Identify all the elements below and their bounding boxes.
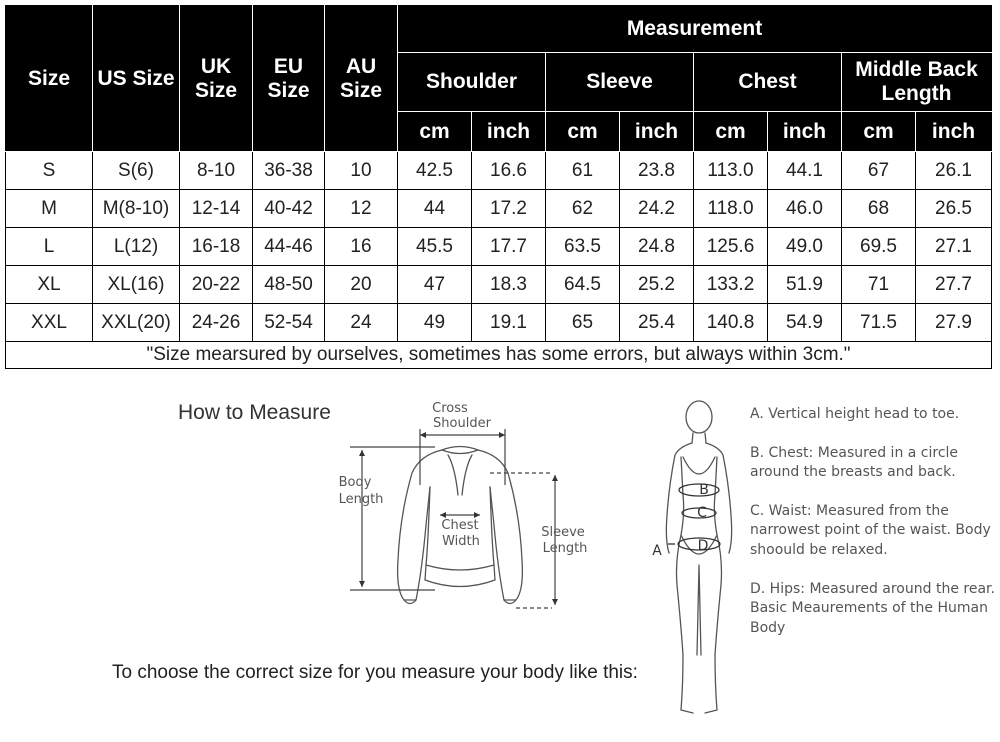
table-cell: XXL [6, 304, 93, 342]
table-row [6, 190, 992, 228]
table-cell: 49 [398, 304, 472, 342]
table-cell: XL [6, 266, 93, 304]
unit-inch: inch [472, 112, 546, 152]
unit-cm: cm [398, 112, 472, 152]
table-cell: 140.8 [694, 304, 768, 342]
body-diagram [645, 395, 750, 725]
table-cell: 16-18 [180, 228, 253, 266]
unit-cm: cm [546, 112, 620, 152]
unit-cm: cm [842, 112, 916, 152]
chest-width-label-2: Width [442, 534, 480, 549]
table-cell: S(6) [93, 152, 180, 190]
table-row [6, 152, 992, 190]
table-cell: 44.1 [768, 152, 842, 190]
table-cell: L [6, 228, 93, 266]
table-cell: 47 [398, 266, 472, 304]
table-cell: 27.1 [916, 228, 992, 266]
table-cell: 10 [325, 152, 398, 190]
table-cell: 48-50 [253, 266, 325, 304]
table-cell: 26.1 [916, 152, 992, 190]
body-length-label-1: Body [338, 475, 372, 490]
table-cell: 17.2 [472, 190, 546, 228]
table-cell: 63.5 [546, 228, 620, 266]
table-cell: 23.8 [620, 152, 694, 190]
table-row [6, 266, 992, 304]
header-size: Size [6, 6, 93, 152]
table-cell: 52-54 [253, 304, 325, 342]
body-letter-d: D [697, 538, 709, 554]
chest-width-label-1: Chest [441, 518, 479, 533]
unit-cm: cm [694, 112, 768, 152]
table-cell: 69.5 [842, 228, 916, 266]
table-cell: 12 [325, 190, 398, 228]
table-cell: 64.5 [546, 266, 620, 304]
table-cell: M(8-10) [93, 190, 180, 228]
table-cell: 26.5 [916, 190, 992, 228]
table-cell: 25.2 [620, 266, 694, 304]
table-cell: M [6, 190, 93, 228]
table-cell: 54.9 [768, 304, 842, 342]
body-letter-c: C [697, 505, 707, 521]
table-cell: L(12) [93, 228, 180, 266]
table-cell: 46.0 [768, 190, 842, 228]
table-cell: 118.0 [694, 190, 768, 228]
table-cell: 45.5 [398, 228, 472, 266]
cross-shoulder-label-1: Cross [432, 401, 468, 416]
cross-shoulder-label-2: Shoulder [433, 416, 491, 431]
measurement-legend [750, 405, 995, 638]
table-cell: 133.2 [694, 266, 768, 304]
table-cell: 20-22 [180, 266, 253, 304]
table-cell: 16 [325, 228, 398, 266]
header-middle-back-length: Middle Back Length [842, 53, 992, 112]
table-cell: 36-38 [253, 152, 325, 190]
table-cell: 71 [842, 266, 916, 304]
table-row [6, 228, 992, 266]
table-cell: 113.0 [694, 152, 768, 190]
table-cell: XXL(20) [93, 304, 180, 342]
table-cell: 12-14 [180, 190, 253, 228]
body-letter-b: B [699, 482, 709, 498]
table-cell: 8-10 [180, 152, 253, 190]
body-length-label-2: Length [338, 492, 384, 507]
sleeve-length-label-1: Sleeve [541, 525, 585, 540]
table-cell: 62 [546, 190, 620, 228]
table-row [6, 304, 992, 342]
table-cell: 44 [398, 190, 472, 228]
header-sleeve: Sleeve [546, 53, 694, 112]
header-chest: Chest [694, 53, 842, 112]
how-to-measure-title: How to Measure [178, 401, 331, 424]
table-cell: 20 [325, 266, 398, 304]
header-eu-size: EU Size [253, 6, 325, 152]
unit-inch: inch [916, 112, 992, 152]
table-cell: 51.9 [768, 266, 842, 304]
unit-inch: inch [768, 112, 842, 152]
table-cell: 42.5 [398, 152, 472, 190]
table-cell: 44-46 [253, 228, 325, 266]
header-au-size: AU Size [325, 6, 398, 152]
sleeve-length-label-2: Length [542, 541, 588, 556]
table-cell: 17.7 [472, 228, 546, 266]
table-cell: 24.2 [620, 190, 694, 228]
table-cell: 27.9 [916, 304, 992, 342]
choose-size-instruction: To choose the correct size for you measure your body like this: [112, 662, 638, 683]
table-cell: 65 [546, 304, 620, 342]
table-cell: 16.6 [472, 152, 546, 190]
table-cell: 40-42 [253, 190, 325, 228]
table-cell: 25.4 [620, 304, 694, 342]
unit-inch: inch [620, 112, 694, 152]
header-measurement: Measurement [398, 6, 992, 53]
legend-item-d: D. Hips: Measured around the rear. Basic Meaurements of the Human Body [750, 580, 995, 636]
table-cell: 125.6 [694, 228, 768, 266]
table-cell: 67 [842, 152, 916, 190]
table-cell: 18.3 [472, 266, 546, 304]
table-cell: 61 [546, 152, 620, 190]
size-chart-table [5, 5, 992, 369]
body-letter-a: A [652, 543, 662, 559]
table-note: "Size mearsured by ourselves, sometimes has some errors, but always within 3cm." [6, 342, 992, 369]
table-cell: 27.7 [916, 266, 992, 304]
table-cell: 71.5 [842, 304, 916, 342]
table-cell: 24 [325, 304, 398, 342]
table-cell: 49.0 [768, 228, 842, 266]
header-uk-size: UK Size [180, 6, 253, 152]
table-cell: 24.8 [620, 228, 694, 266]
legend-item-b: B. Chest: Measured in a circle around the breasts and back. [750, 444, 959, 481]
legend-item-c: C. Waist: Measured from the narrowest point of the waist. Body shoould be relaxed. [750, 502, 991, 558]
table-cell: 24-26 [180, 304, 253, 342]
table-body [6, 152, 992, 342]
sweater-diagram [330, 395, 620, 630]
table-cell: 68 [842, 190, 916, 228]
header-shoulder: Shoulder [398, 53, 546, 112]
table-cell: 19.1 [472, 304, 546, 342]
table-cell: XL(16) [93, 266, 180, 304]
table-cell: S [6, 152, 93, 190]
header-us-size: US Size [93, 6, 180, 152]
legend-item-a: A. Vertical height head to toe. [750, 406, 960, 422]
